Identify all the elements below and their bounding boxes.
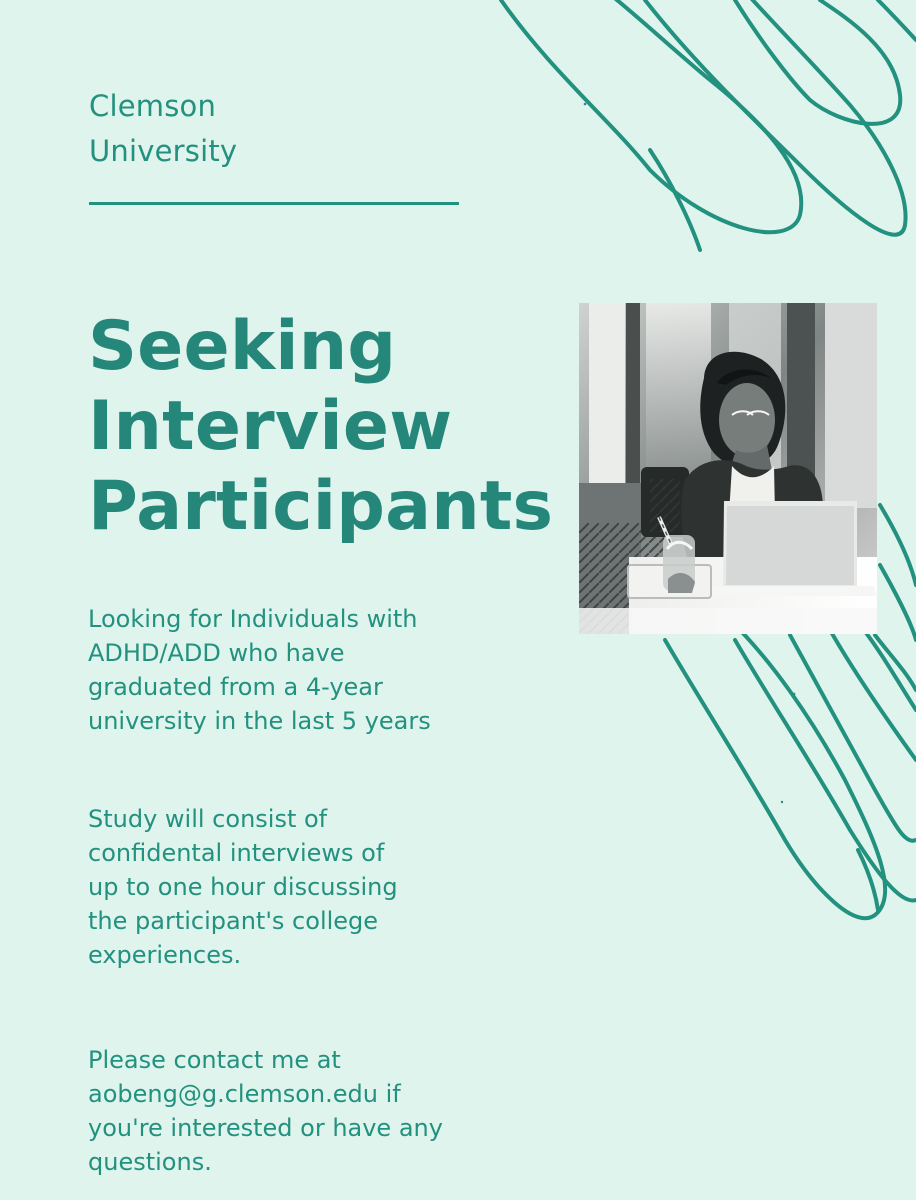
study-line-3: up to one hour discussing bbox=[88, 873, 398, 901]
study-line-1: Study will consist of bbox=[88, 805, 328, 833]
title-line-1: Seeking bbox=[88, 307, 397, 386]
title-line-2: Interview bbox=[88, 387, 453, 466]
contact-line-2: aobeng@g.clemson.edu if bbox=[88, 1080, 401, 1108]
contact-line-4: questions. bbox=[88, 1148, 212, 1176]
university-name bbox=[89, 84, 389, 174]
study-line-4: the participant's college bbox=[88, 907, 379, 935]
eligibility-line-2: ADHD/ADD who have bbox=[88, 639, 345, 667]
contact-information bbox=[88, 1043, 443, 1179]
university-line-1: Clemson bbox=[89, 89, 217, 123]
eligibility-line-4: university in the last 5 years bbox=[88, 707, 431, 735]
study-line-5: experiences. bbox=[88, 941, 242, 969]
title-line-3: Participants bbox=[88, 467, 554, 546]
page-title bbox=[88, 307, 554, 547]
contact-line-3: you're interested or have any bbox=[88, 1114, 443, 1142]
university-line-2: University bbox=[89, 134, 238, 168]
student-laptop-photo bbox=[579, 303, 877, 634]
study-line-2: confidental interviews of bbox=[88, 839, 385, 867]
student-laptop-photo-icon bbox=[579, 303, 877, 634]
eligibility-description bbox=[88, 602, 431, 738]
header-divider bbox=[89, 202, 459, 205]
eligibility-line-3: graduated from a 4-year bbox=[88, 673, 383, 701]
eligibility-line-1: Looking for Individuals with bbox=[88, 605, 418, 633]
contact-line-1: Please contact me at bbox=[88, 1046, 341, 1074]
study-description bbox=[88, 802, 398, 972]
